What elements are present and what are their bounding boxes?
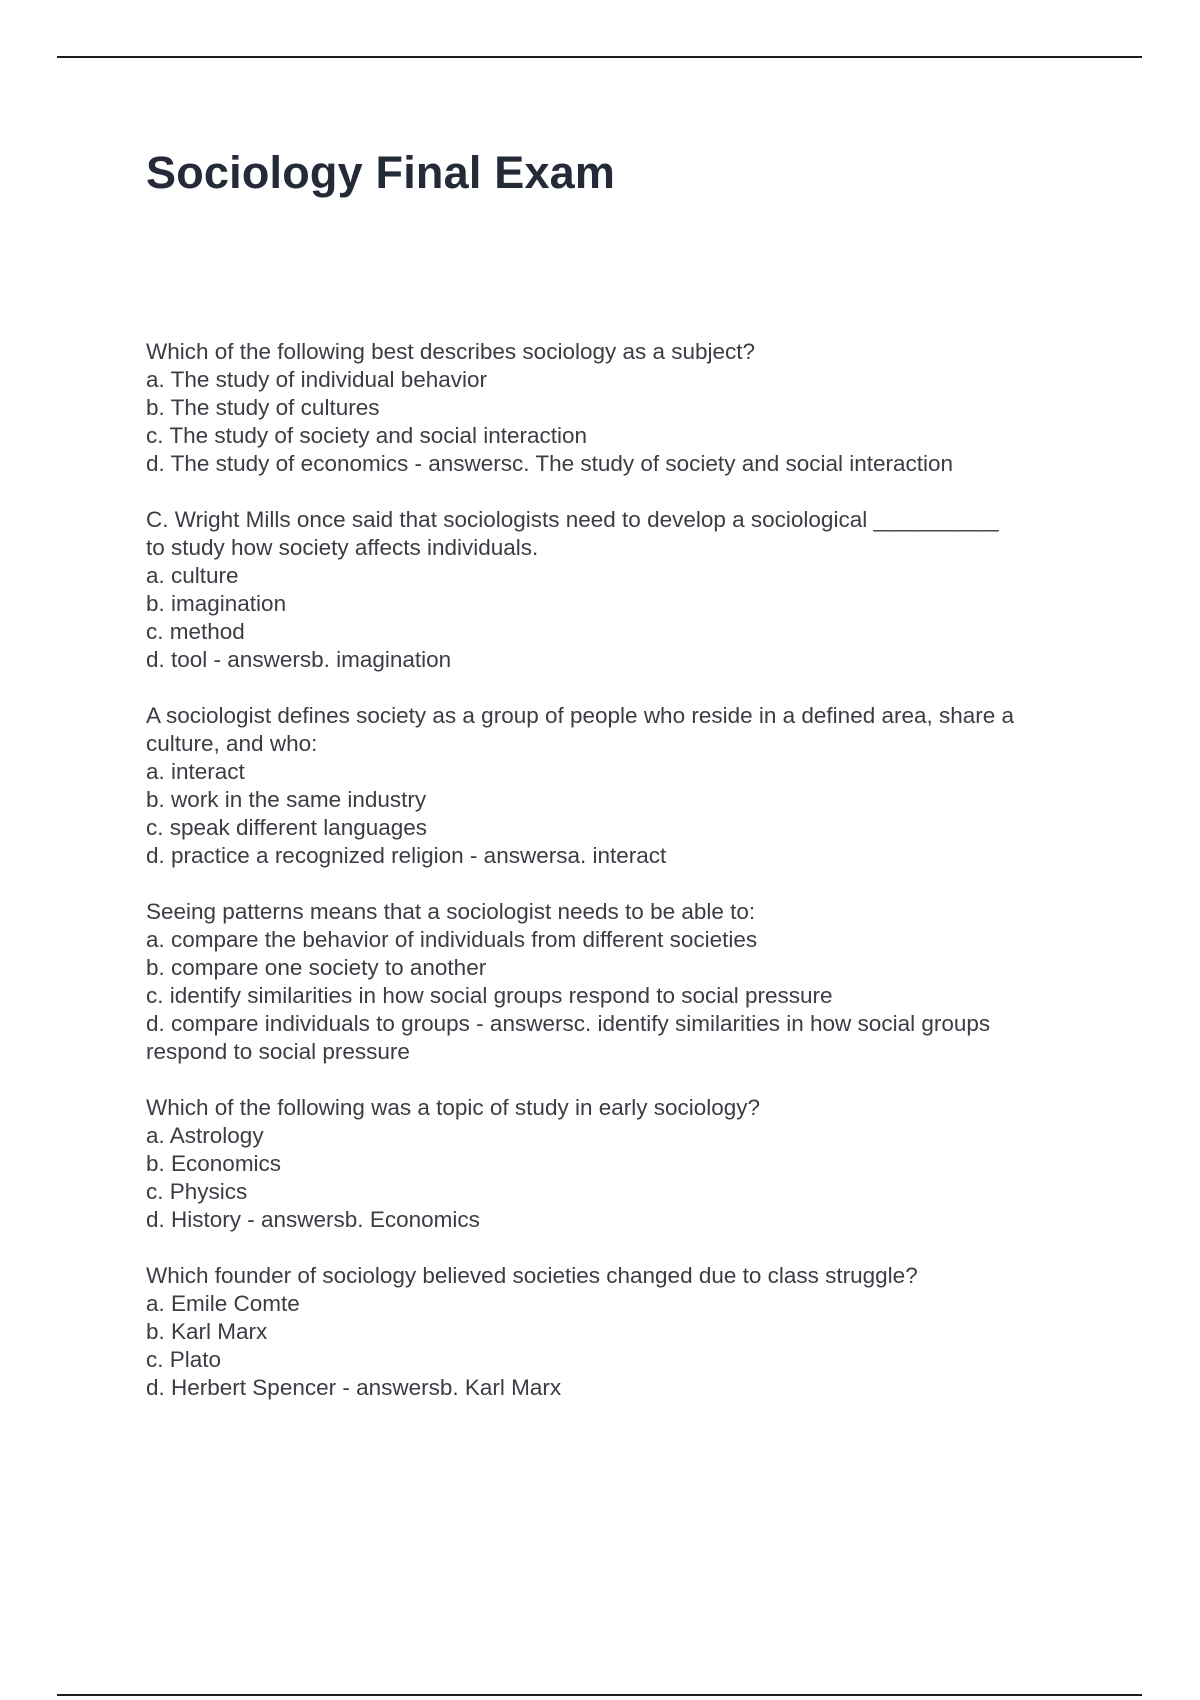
option-b: b. The study of cultures (146, 395, 380, 420)
option-c: c. Plato (146, 1347, 222, 1372)
question-text: C. Wright Mills once said that sociologists need to develop a sociological __________ (146, 507, 999, 532)
option-c: c. Physics (146, 1179, 248, 1204)
option-a: a. culture (146, 563, 239, 588)
option-c: c. speak different languages (146, 815, 428, 840)
question-text: Seeing patterns means that a sociologist needs to be able to: (146, 899, 756, 924)
option-d-with-answer: d. History - answersb. Economics (146, 1207, 480, 1232)
question-block-6 (146, 1262, 1106, 1402)
question-text: Which of the following was a topic of study in early sociology? (146, 1095, 761, 1120)
option-a: a. The study of individual behavior (146, 367, 488, 392)
option-d-with-answer: d. compare individuals to groups - answersc. identify similarities in how social groups (146, 1011, 991, 1036)
option-b: b. Karl Marx (146, 1319, 268, 1344)
page-title: Sociology Final Exam (146, 147, 616, 198)
option-a: a. interact (146, 759, 245, 784)
question-block-3 (146, 702, 1106, 870)
option-c: c. method (146, 619, 245, 644)
question-block-5 (146, 1094, 1106, 1234)
option-c: c. identify similarities in how social groups respond to social pressure (146, 983, 833, 1008)
question-block-2 (146, 506, 1106, 674)
question-text: Which of the following best describes sociology as a subject? (146, 339, 756, 364)
option-b: b. Economics (146, 1151, 282, 1176)
question-text-continued: to study how society affects individuals. (146, 535, 539, 560)
question-block-1 (146, 338, 1106, 478)
option-d-with-answer: d. tool - answersb. imagination (146, 647, 452, 672)
top-rule (57, 56, 1142, 58)
option-a: a. Astrology (146, 1123, 264, 1148)
question-block-4 (146, 898, 1106, 1066)
option-b: b. work in the same industry (146, 787, 427, 812)
option-a: a. Emile Comte (146, 1291, 300, 1316)
question-list (146, 338, 1106, 1430)
option-a: a. compare the behavior of individuals from different societies (146, 927, 758, 952)
option-d-with-answer: d. practice a recognized religion - answersa. interact (146, 843, 667, 868)
answer-continued: respond to social pressure (146, 1039, 410, 1064)
question-text: Which founder of sociology believed societies changed due to class struggle? (146, 1263, 918, 1288)
option-c: c. The study of society and social interaction (146, 423, 588, 448)
option-d-with-answer: d. Herbert Spencer - answersb. Karl Marx (146, 1375, 562, 1400)
option-b: b. imagination (146, 591, 287, 616)
question-text: A sociologist defines society as a group of people who reside in a defined area, share a (146, 703, 1015, 728)
bottom-rule (57, 1694, 1142, 1696)
option-d-with-answer: d. The study of economics - answersc. The study of society and social interaction (146, 451, 954, 476)
option-b: b. compare one society to another (146, 955, 487, 980)
question-text-continued: culture, and who: (146, 731, 318, 756)
